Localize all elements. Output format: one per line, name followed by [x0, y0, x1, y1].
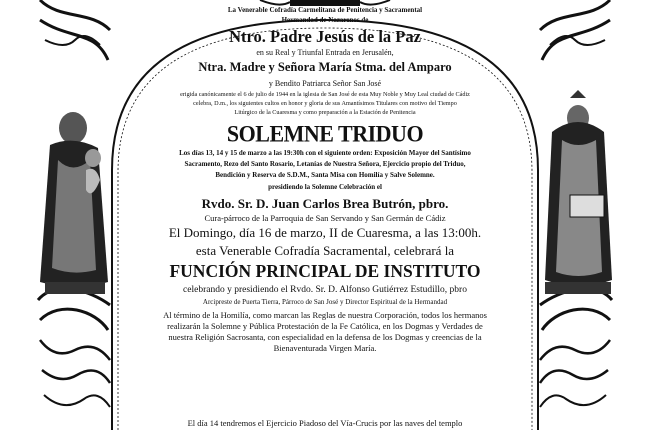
cofradia-name: La Venerable Cofradía Carmelitana de Penitencia y Sacramental: [227, 6, 423, 14]
erigida-line-2: celebra, D.m., los siguientes cultos en honor y gloria de sus Amantísimos Titulares con motivo del Tiempo: [193, 100, 457, 107]
body-line-3: nuestra Religión Sacrosanta, con especialidad en la defensa de los Dogmas y creencias de la: [168, 332, 482, 342]
triduo-line-2: Sacramento, Rezo del Santo Rosario, Letanías de Nuestra Señora, Ejercicio propio del Triduo,: [184, 160, 466, 168]
preacher-role: Cura-párroco de la Parroquia de San Servando y San Germán de Cádiz: [204, 213, 446, 223]
triduo-line-1: Los días 13, 14 y 15 de marzo a las 19:30h con el siguiente orden: Exposición Mayor del Santísimo: [179, 149, 471, 157]
celebrando-line: celebrando y presidiendo el Rvdo. Sr. D. Alfonso Gutiérrez Estudillo, pbro: [183, 285, 467, 295]
body-line-1: Al término de la Homilía, como marcan las Reglas de nuestra Corporación, todos los hermanos: [163, 310, 487, 320]
titular-maria: Ntra. Madre y Señora María Stma. del Amparo: [198, 60, 452, 74]
entrada-line: en su Real y Triunfal Entrada en Jerusalén,: [256, 48, 394, 57]
preacher-name: Rvdo. Sr. D. Juan Carlos Brea Butrón, pbro.: [201, 196, 449, 211]
presidiendo-line: presidiendo la Solemne Celebración el: [268, 183, 382, 191]
main-text: [118, 0, 532, 430]
erigida-line-1: erigida canónicamente el 6 de julio de 1944 en la iglesia de San José de esta Muy Noble y Muy Leal ciudad de Cádiz: [180, 91, 470, 98]
celebrara-line: esta Venerable Cofradía Sacramental, celebrará la: [195, 243, 455, 258]
arcipreste-line: Arcipreste de Puerta Tierra, Párroco de San José y Director Espiritual de la Hermandad: [202, 298, 448, 306]
virgin-mary-figure: [545, 90, 612, 294]
footer-line: El día 14 tendremos el Ejercicio Piadoso del Vía-Crucis por las naves del templo: [187, 418, 463, 428]
titular-jesus: Ntro. Padre Jesús de la Paz: [229, 27, 421, 46]
erigida-line-3: Litúrgico de la Cuaresma y como preparación a la Estación de Penitencia: [234, 109, 416, 116]
body-line-2: realizarán la Solemne y Pública Protestación de la Fe Católica, en los Dogmas y Verdades de: [167, 321, 483, 331]
triduo-title: SOLEMNE TRIDUO: [226, 120, 424, 147]
hermandad-line: Hermandad de Nazarenos de: [281, 16, 369, 24]
funcion-title: FUNCIÓN PRINCIPAL DE INSTITUTO: [169, 261, 481, 281]
body-line-4: Bienaventurada Virgen María.: [273, 343, 377, 353]
triduo-line-3: Bendición y Reserva de S.D.M., Santa Misa con Homilía y Salve Solemne.: [215, 171, 435, 179]
titular-san-jose: y Bendito Patriarca Señor San José: [268, 79, 382, 88]
domingo-line: El Domingo, día 16 de marzo, II de Cuaresma, a las 13:00h.: [168, 225, 482, 240]
